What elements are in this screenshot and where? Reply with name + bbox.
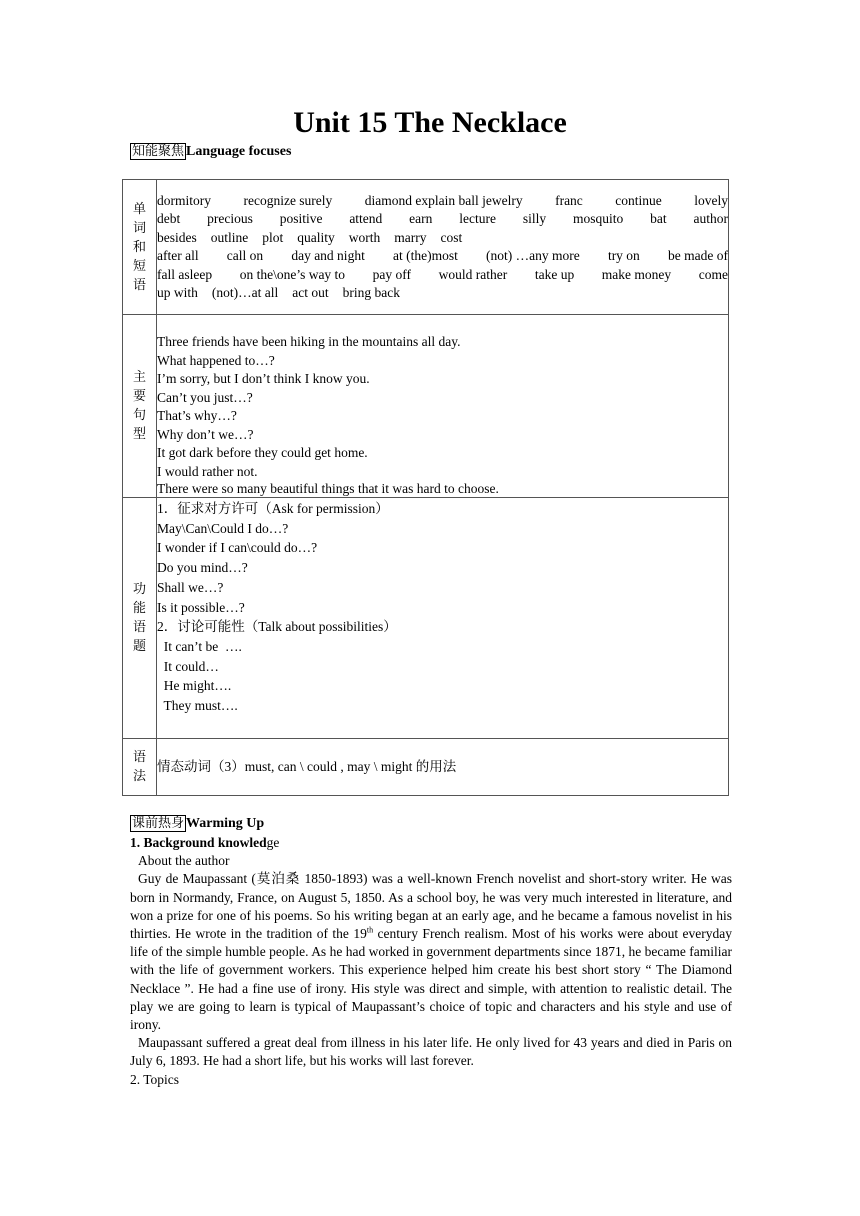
vocab-item: quality	[297, 229, 335, 245]
vocab-item: diamond explain ball jewelry	[364, 192, 523, 208]
vocab-item: lovely	[694, 192, 728, 208]
vocab-item: day and night	[291, 248, 365, 263]
topics-heading: 2. Topics	[130, 1071, 180, 1087]
about-author: About the author	[138, 853, 230, 869]
vocab-item: marry	[394, 229, 427, 245]
function-line: I wonder if I can\could do…?	[157, 540, 318, 556]
section-title: Warming Up	[186, 816, 265, 831]
heading-bold: 1. Background knowled	[130, 835, 267, 850]
label-char: 题	[132, 639, 146, 654]
label-char: 主	[132, 370, 146, 385]
sentence-line: It got dark before they could get home.	[157, 445, 368, 460]
vocab-item: on the\one’s way to	[239, 266, 346, 282]
label-char: 和	[132, 239, 146, 255]
vocab-item: besides	[157, 229, 197, 245]
vocab-item: would rather	[438, 266, 508, 282]
label-char: 型	[132, 427, 146, 442]
author-paragraph	[130, 870, 732, 1034]
section-box-label: 知能聚焦	[132, 144, 185, 159]
label-char: 法	[132, 769, 146, 784]
sentence-line: I would rather not.	[157, 463, 258, 479]
vocab-item: be made of	[667, 248, 728, 263]
vocab-item: bat	[650, 211, 667, 226]
sentence-line: Why don’t we…?	[157, 426, 254, 442]
sentence-line: What happened to…?	[157, 352, 275, 368]
vocab-item: up with	[157, 285, 198, 300]
paragraph-text: century French realism. Most of his works were about everyday life of the simple humble people. As he had worked in government departments since 1871, he became familiar with the life of government workers. This experience helped him create his best short story “ The Diamond Necklace ”. He had a fine use of irony. His style was direct and simple, with attention to realistic detail. The play we are going to learn is typical of Maupassant’s choice of topic and characters and his style and use of irony.	[130, 926, 732, 1033]
vocab-item: after all	[157, 248, 199, 263]
vocab-item: act out	[292, 285, 329, 300]
vocab-item: precious	[207, 211, 253, 226]
label-char: 功	[132, 582, 146, 597]
vocab-item: (not) …any more	[486, 248, 580, 263]
vocab-line	[157, 247, 728, 266]
vocab-item: recognize surely	[243, 192, 333, 208]
grammar-text: 情态动词（3）must, can \ could , may \ might 的用法	[157, 758, 457, 774]
function-line: It could…	[157, 658, 219, 674]
sentence-patterns-row	[123, 315, 729, 498]
vocab-item: come	[698, 266, 728, 282]
vocab-item: franc	[555, 192, 583, 208]
vocab-item: bring back	[342, 285, 400, 300]
warming-up-heading	[130, 814, 264, 834]
vocab-item: fall asleep	[157, 266, 213, 282]
vocab-item: pay off	[372, 266, 412, 282]
vocab-item: debt	[157, 211, 181, 226]
language-focuses-heading	[130, 142, 291, 162]
vocab-item: attend	[349, 211, 383, 226]
vocab-item: outline	[210, 229, 249, 245]
grammar-row	[123, 739, 729, 796]
grammar-content	[157, 739, 729, 796]
function-line: Is it possible…?	[157, 599, 245, 615]
background-heading	[130, 834, 732, 852]
page-title: Unit 15 The Necklace	[293, 106, 567, 139]
sentence-line: That’s why…?	[157, 408, 237, 423]
vocab-content	[157, 180, 729, 315]
vocab-item: plot	[262, 229, 284, 245]
vocab-line	[157, 192, 728, 211]
function-line: 1．征求对方许可（Ask for permission）	[157, 501, 389, 516]
functions-content	[157, 498, 729, 739]
function-line: They must….	[157, 698, 238, 714]
vocab-line	[157, 266, 728, 285]
vocab-item: (not)…at all	[211, 285, 279, 300]
vocab-item: try on	[607, 248, 640, 263]
grammar-label	[123, 739, 157, 796]
function-line: It can’t be ….	[157, 638, 242, 654]
vocab-item: lecture	[459, 211, 496, 226]
vocab-item: positive	[279, 211, 323, 226]
vocab-item: continue	[615, 192, 662, 208]
label-char: 语	[132, 620, 146, 635]
label-char: 语	[132, 277, 146, 293]
illness-paragraph: Maupassant suffered a great deal from illness in his later life. He only lived for 43 years and died in Paris on July 6, 1893. He had a short life, but his works will last forever.	[130, 1035, 732, 1069]
sentence-patterns-label	[123, 315, 157, 498]
vocab-item: earn	[409, 211, 433, 226]
vocab-item: author	[693, 211, 728, 226]
vocab-item: worth	[348, 229, 381, 245]
function-line: He might….	[157, 678, 232, 694]
superscript: th	[366, 925, 374, 935]
function-line: Shall we…?	[157, 579, 224, 595]
functions-row	[123, 498, 729, 739]
label-char: 单	[132, 201, 146, 217]
sentence-line: Can’t you just…?	[157, 389, 253, 405]
label-char: 能	[132, 601, 146, 616]
label-char: 句	[132, 408, 146, 423]
function-line: May\Can\Could I do…?	[157, 520, 289, 536]
section-title: Language focuses	[186, 144, 292, 159]
functions-label	[123, 498, 157, 739]
label-char: 要	[132, 389, 146, 404]
function-line: 2．讨论可能性（Talk about possibilities）	[157, 619, 397, 635]
vocab-line	[157, 284, 728, 303]
vocab-line	[157, 229, 728, 248]
vocab-item: make money	[601, 266, 672, 282]
vocab-item: silly	[522, 211, 547, 226]
vocab-line	[157, 210, 728, 229]
function-line: Do you mind…?	[157, 560, 248, 576]
vocab-item: call on	[226, 248, 264, 263]
vocab-item: cost	[440, 229, 463, 245]
sentence-line: I’m sorry, but I don’t think I know you.	[157, 371, 370, 386]
label-char: 短	[132, 258, 146, 274]
vocab-row	[123, 180, 729, 315]
sentence-patterns-content	[157, 315, 729, 498]
heading-rest: ge	[266, 835, 280, 850]
section-box-label: 课前热身	[132, 816, 185, 831]
paragraph-text: Guy de Maupassant (莫泊桑 1850-1893) was a well-known French novelist and short-story writer. He was born in Normandy, France, on August 5, 1850. As a school boy, he was very much interested in literature, and won a prize for one of his poems. So his writing began at an early age, and he became a famous novelist in his thirties. He wrote in the tradition of the 19	[130, 871, 732, 942]
label-char: 语	[132, 750, 146, 765]
warming-up-body	[130, 834, 732, 1089]
vocab-item: at (the)most	[393, 248, 458, 263]
label-char: 词	[132, 220, 146, 236]
language-focus-table	[122, 179, 729, 796]
vocab-label	[123, 180, 157, 315]
vocab-item: take up	[534, 266, 575, 282]
vocab-item: dormitory	[157, 192, 211, 208]
sentence-line: Three friends have been hiking in the mountains all day.	[157, 334, 461, 349]
vocab-item: mosquito	[572, 211, 624, 226]
sentence-line: There were so many beautiful things that it was hard to choose.	[157, 481, 499, 496]
